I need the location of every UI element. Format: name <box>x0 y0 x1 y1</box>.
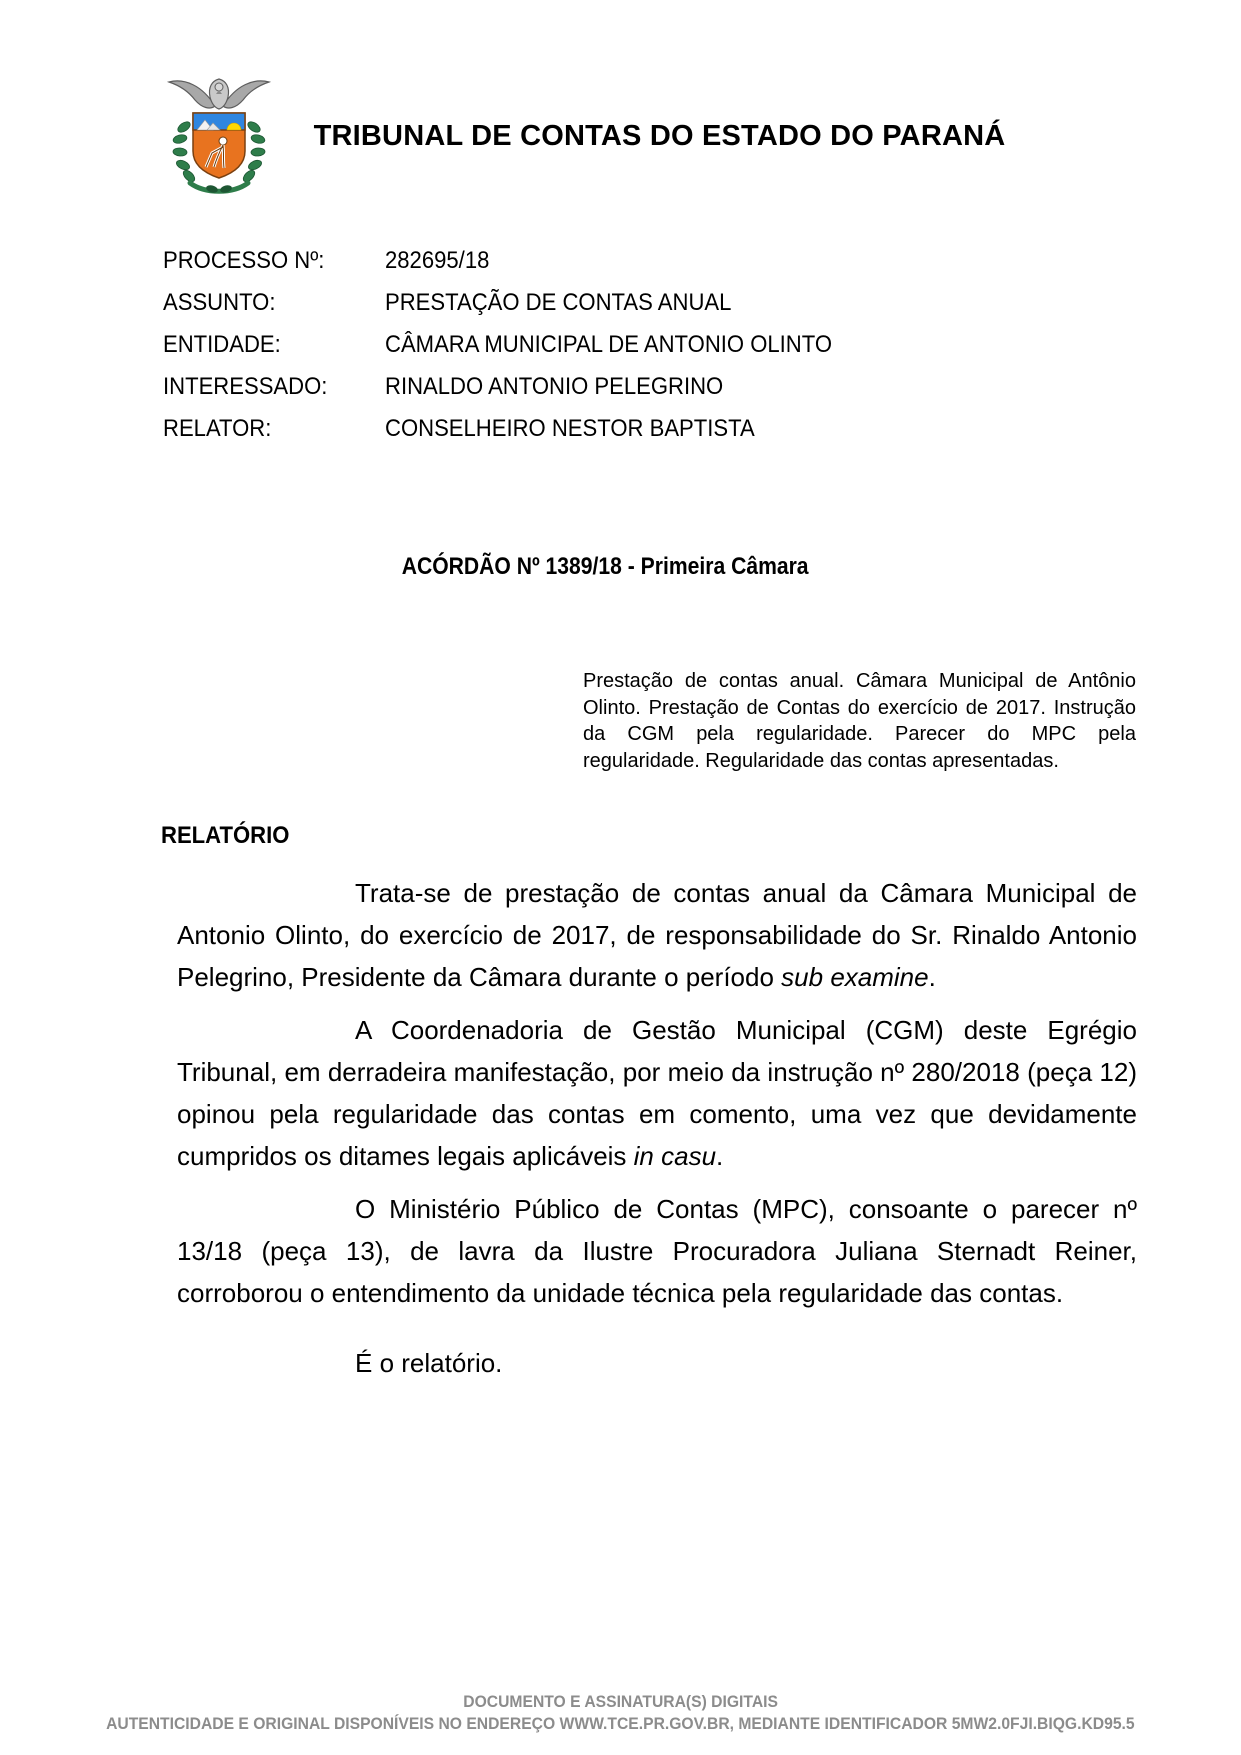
metadata-value: CÂMARA MUNICIPAL DE ANTONIO OLINTO <box>385 331 833 358</box>
metadata-value: CONSELHEIRO NESTOR BAPTISTA <box>385 415 755 442</box>
footer-line-1: DOCUMENTO E ASSINATURA(S) DIGITAIS <box>463 1693 778 1711</box>
metadata-value: 282695/18 <box>385 247 490 274</box>
closing-line: É o relatório. <box>355 1348 503 1378</box>
acordao-heading: ACÓRDÃO Nº 1389/18 - Primeira Câmara <box>401 553 809 580</box>
metadata-value: RINALDO ANTONIO PELEGRINO <box>385 373 724 400</box>
parana-coat-of-arms-icon <box>160 75 278 198</box>
metadata-row <box>163 240 871 282</box>
metadata-row <box>163 408 871 450</box>
report-body <box>177 872 1137 1395</box>
summary-paragraph: Prestação de contas anual. Câmara Municipal de Antônio Olinto. Prestação de Contas do exercício de 2017. Instrução da CGM pela regularidade. Parecer do MPC pela regularidade. Regularidade das contas apresentadas. <box>583 670 1136 772</box>
footer-line-2: AUTENTICIDADE E ORIGINAL DISPONÍVEIS NO ENDEREÇO WWW.TCE.PR.GOV.BR, MEDIANTE IDENTIFICADOR 5MW2.0FJI.BIQG.KD95.5 <box>106 1714 1135 1733</box>
relatorio-heading: RELATÓRIO <box>161 822 290 849</box>
report-paragraph: O Ministério Público de Contas (MPC), consoante o parecer nº 13/18 (peça 13), de lavra da Ilustre Procuradora Juliana Sternadt Reiner, corroborou o entendimento da unidade técnica pela regularidade das contas. <box>177 1194 1137 1308</box>
metadata-label: ASSUNTO: <box>163 289 276 316</box>
metadata-label: INTERESSADO: <box>163 373 328 400</box>
metadata-row <box>163 282 871 324</box>
metadata-row <box>163 324 871 366</box>
report-paragraph: Trata-se de prestação de contas anual da Câmara Municipal de Antonio Olinto, do exercício de 2017, de responsabilidade do Sr. Rinaldo Antonio Pelegrino, Presidente da Câmara durante o período sub examine. <box>177 878 1137 992</box>
metadata-row <box>163 366 871 408</box>
metadata-label: RELATOR: <box>163 415 272 442</box>
institution-title: TRIBUNAL DE CONTAS DO ESTADO DO PARANÁ <box>313 120 1006 152</box>
metadata-label: ENTIDADE: <box>163 331 281 358</box>
report-paragraph: A Coordenadoria de Gestão Municipal (CGM) deste Egrégio Tribunal, em derradeira manifestação, por meio da instrução nº 280/2018 (peça 12) opinou pela regularidade das contas em comento, uma vez que devidamente cumpridos os ditames legais aplicáveis in casu. <box>177 1015 1137 1171</box>
digital-signature-footer <box>0 1692 1241 1735</box>
process-metadata <box>163 240 871 450</box>
metadata-value: PRESTAÇÃO DE CONTAS ANUAL <box>385 289 732 316</box>
metadata-label: PROCESSO Nº: <box>163 247 325 274</box>
